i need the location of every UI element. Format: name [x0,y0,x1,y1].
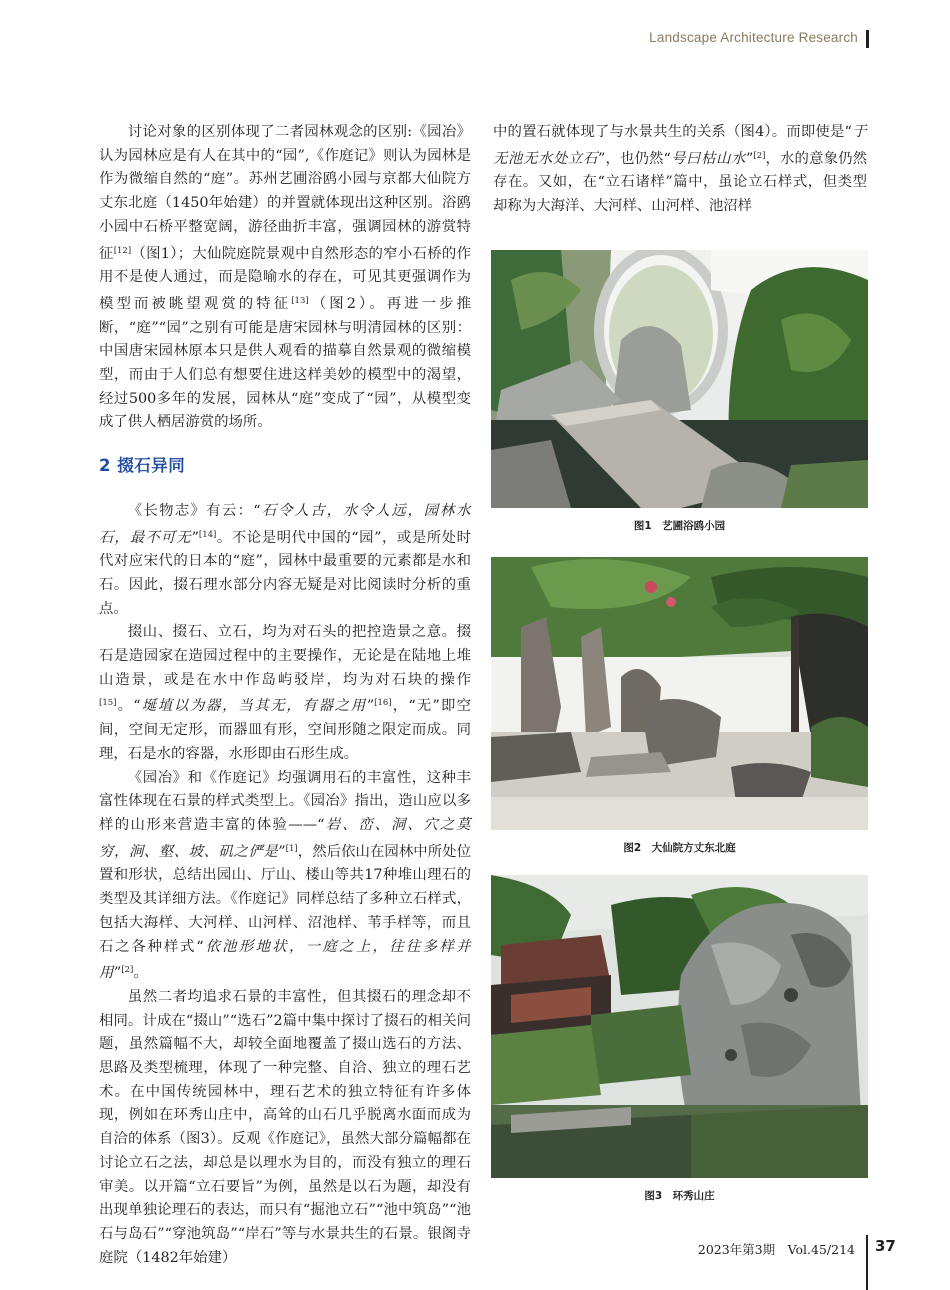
figure-1-photo [491,250,868,508]
citation[interactable]: [2] [753,150,766,161]
paragraph: 中的置石就体现了与水景共生的关系（图4）。而即使是“于无池无水处立石”，也仍然“号曰枯山水”[2]，水的意象仍然存在。又如，在“立石诸样”篇中，虽论立石样式，但类型却称为大海洋、大河样、山河样、池沼样 [493,124,867,215]
citation[interactable]: [2] [121,965,134,976]
figure-2-photo [491,557,868,830]
section-heading: 2 掇石异同 [99,456,186,476]
citation[interactable]: [14] [198,529,217,540]
header-rule [866,30,869,48]
citation[interactable]: [15] [99,698,117,709]
paragraph: 掇山、掇石、立石，均为对石头的把控造景之意。掇石是造园家在造园过程中的主要操作，无论是在陆地上堆山造景，或是在水中作岛屿驳岸，均为对石块的操作[15]。“埏埴以为器，当其无，有器之用”[16]，“无”即空间，空间无定形，而器皿有形，空间形随之限定而成。同理，石是水的容器，水形即由石形生成。 [99,624,472,762]
issue-info: 2023年第3期 Vol.45/214 [697,1242,855,1257]
paragraph: 虽然二者均追求石景的丰富性，但其掇石的理念却不相同。计成在“掇山”“选石”2篇中集中探讨了掇石的相关问题，虽然篇幅不大，却较全面地覆盖了掇山选石的方法、思路及类型梳理，体现了一种完整、自洽、独立的理石艺术。在中国传统园林中，理石艺术的独立特征有许多体现，例如在环秀山庄中，高耸的山石几乎脱离水面而成为自洽的体系（图3）。反观《作庭记》，虽然大部分篇幅都在讨论立石之法，却总是以理水为目的，而没有独立的理石审美。以开篇“立石要旨”为例，虽然是以石为题，却没有出现单独论理石的表达，而只有“掘池立石”“池中筑岛”“池石与岛石”“穿池筑岛”“岸石”等与水景共生的石景。银阁寺庭院（1482年始建） [99,988,471,1266]
paragraph: 讨论对象的区别体现了二者园林观念的区别:《园冶》认为园林应是有人在其中的“园”,《作庭记》则认为园林是作为微缩自然的“庭”。苏州艺圃浴鸥小园与京都大仙院方丈东北庭（1450年始建）的并置就体现出这种区别。浴鸥小园中石桥平整宽阔，游径曲折丰富，强调园林的游赏特征[12]（图1）；大仙院庭院景观中自然形态的窄小石桥的作用不是使人通过，而是隐喻水的存在，可见其更强调作为模型而被眺望观赏的特征[13]（图2）。再进一步推断，“庭”“园”之别有可能是唐宋园林与明清园林的区别：中国唐宋园林原本只是供人观看的描摹自然景观的微缩模型，而由于人们总有想要住进这样美妙的模型中的渴望，经过500多年的发展，园林从“庭”变成了“园”，从模型变成了供人栖居游赏的场所。 [99,124,471,431]
figure-caption: 图1 艺圃浴鸥小园 [633,520,726,532]
citation[interactable]: [16] [374,698,392,709]
figure-2 [491,557,868,855]
paragraph: 《长物志》有云：“石令人古，水令人远，园林水石，最不可无”[14]。不论是明代中国的“园”，或是所处时代对应宋代的日本的“庭”，园林中最重要的元素都是水和石。因此，掇石理水部分内容无疑是对比阅读时分析的重点。 [99,502,471,617]
figure-1 [491,250,868,533]
left-column [99,121,471,1270]
footer-rule [866,1235,868,1290]
figure-caption: 图2 大仙院方丈东北庭 [623,842,736,854]
citation[interactable]: [12] [113,245,132,256]
page-number: 37 [875,1237,896,1255]
right-column [493,121,867,219]
journal-title: Landscape Architecture Research [649,30,858,45]
figure-caption: 图3 环秀山庄 [644,1190,715,1202]
figure-3 [491,875,868,1203]
citation[interactable]: [1] [285,843,298,854]
paragraph: 《园冶》和《作庭记》均强调用石的丰富性，这种丰富性体现在石景的样式类型上。《园冶》指出，造山应以多样的山形来营造丰富的体验——“岩、峦、洞、穴之莫穷，涧、壑、坡、矶之俨是”[1]，然后依山在园林中所处位置和形状，总结出园山、厅山、楼山等共17种堆山理石的类型及其详细方法。《作庭记》同样总结了多种立石样式，包括大海样、大河样、山河样、沼池样、苇手样等，而且石之各种样式“依池形地状，一庭之上，往往多样并用”[2]。 [99,769,471,982]
citation[interactable]: [13] [291,295,309,306]
figure-3-photo [491,875,868,1178]
